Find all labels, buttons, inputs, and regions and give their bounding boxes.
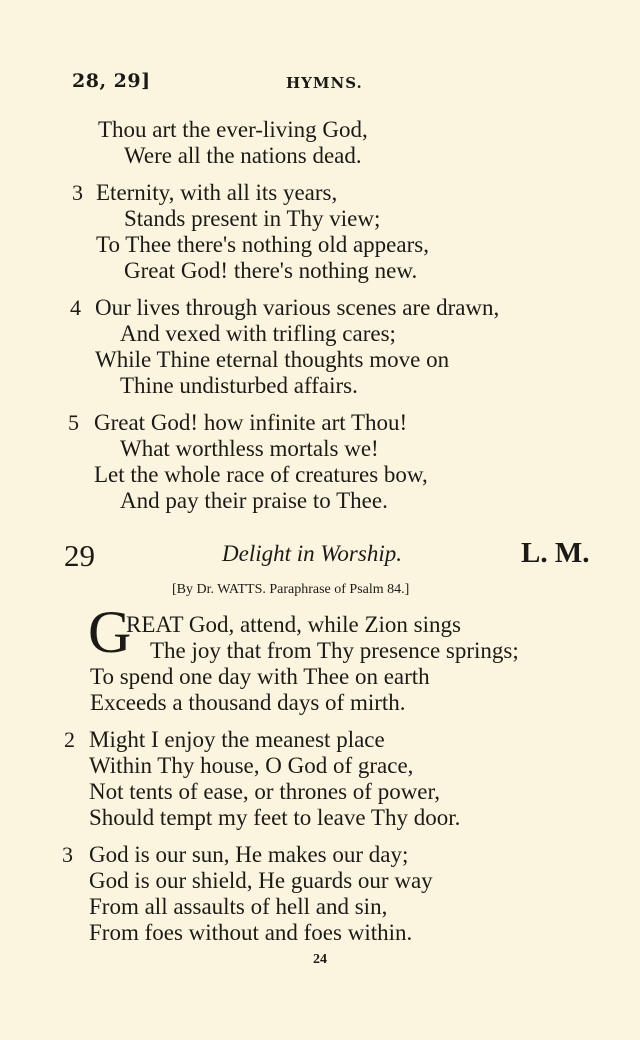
- verse-line: Eternity, with all its years,: [96, 180, 338, 205]
- verse-line: While Thine eternal thoughts move on: [95, 347, 450, 372]
- verse-line: And pay their praise to Thee.: [120, 488, 388, 513]
- verse-line: Stands present in Thy view;: [124, 206, 381, 231]
- verse-line: God is our sun, He makes our day;: [89, 842, 409, 867]
- drop-cap: G: [88, 599, 132, 665]
- verse-line: Exceeds a thousand days of mirth.: [90, 690, 406, 715]
- verse-line: Great God! how infinite art Thou!: [94, 410, 408, 435]
- verse-line: Not tents of ease, or thrones of power,: [89, 779, 441, 804]
- running-hymn-range: 28, 29]: [72, 70, 151, 92]
- verse-line: The joy that from Thy presence springs;: [150, 638, 519, 663]
- stanza-number: 2: [64, 727, 75, 752]
- verse-line: Were all the nations dead.: [124, 143, 362, 168]
- page-number: 24: [313, 952, 327, 967]
- stanza-number: 4: [70, 295, 81, 320]
- hymn-title: Delight in Worship.: [222, 541, 402, 566]
- verse-line: From foes without and foes within.: [89, 920, 413, 945]
- running-title: HYMNS.: [286, 74, 363, 92]
- verse-line: To spend one day with Thee on earth: [90, 664, 430, 689]
- verse-line: REAT God, attend, while Zion sings: [126, 612, 461, 637]
- verse-line: From all assaults of hell and sin,: [89, 894, 388, 919]
- verse-line: Let the whole race of creatures bow,: [94, 462, 428, 487]
- hymn-number: 29: [64, 538, 95, 573]
- stanza-number: 5: [68, 410, 79, 435]
- verse-line: Should tempt my feet to leave Thy door.: [89, 805, 461, 830]
- hymn-meter: L. M.: [521, 537, 590, 569]
- stanza-number: 3: [62, 842, 73, 867]
- verse-line: God is our shield, He guards our way: [89, 868, 433, 893]
- verse-line: To Thee there's nothing old appears,: [96, 232, 429, 257]
- verse-line: Thine undisturbed affairs.: [120, 373, 358, 398]
- verse-line: Our lives through various scenes are drawn,: [95, 295, 500, 320]
- stanza-number: 3: [72, 180, 83, 205]
- verse-line: And vexed with trifling cares;: [120, 321, 396, 346]
- verse-line: Great God! there's nothing new.: [124, 258, 418, 283]
- verse-line: What worthless mortals we!: [120, 436, 379, 461]
- verse-line: Within Thy house, O God of grace,: [89, 753, 414, 778]
- hymn-attribution: [By Dr. WATTS. Paraphrase of Psalm 84.]: [172, 582, 410, 597]
- verse-line: Might I enjoy the meanest place: [89, 727, 385, 752]
- verse-line: Thou art the ever-living God,: [98, 117, 368, 142]
